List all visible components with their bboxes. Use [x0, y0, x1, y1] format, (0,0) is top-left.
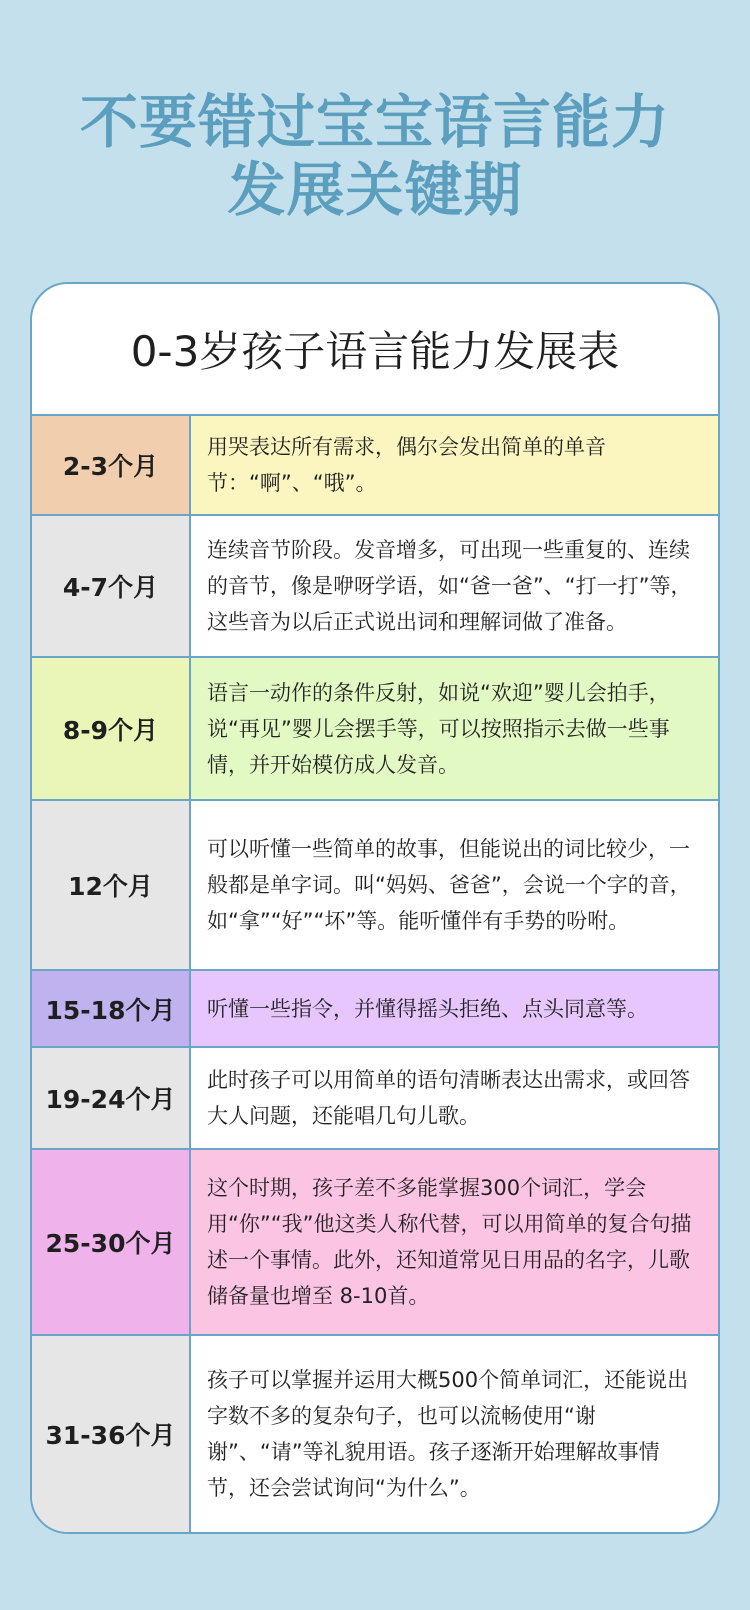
table-title: 0-3岁孩子语言能力发展表 [130, 327, 620, 376]
description-cell [191, 516, 718, 656]
age-cell: 25-30个月 [32, 1150, 191, 1334]
age-cell: 4-7个月 [32, 516, 191, 656]
description-cell [191, 416, 718, 514]
age-cell: 2-3个月 [32, 416, 191, 514]
description-text: 连续音节阶段。发音增多，可出现一些重复的、连续的音节，像是咿呀学语，如“爸一爸”、“打一打”等，这些音为以后正式说出词和理解词做了准备。 [207, 538, 692, 634]
description-text: 此时孩子可以用简单的语句清晰表达出需求，或回答大人问题，还能唱几句儿歌。 [207, 1068, 690, 1128]
description-cell [191, 1048, 718, 1148]
page-headline [0, 88, 750, 224]
age-cell: 31-36个月 [32, 1336, 191, 1532]
headline-line-2: 发展关键期 [227, 156, 523, 224]
description-cell [191, 1150, 718, 1334]
description-text: 这个时期，孩子差不多能掌握300个词汇，学会用“你”“我”他这类人称代替，可以用简单的复合句描述一个事情。此外，还知道常见日用品的名字，儿歌储备量也增至 8-10首。 [207, 1176, 692, 1308]
development-table-card [30, 282, 720, 1534]
age-cell: 12个月 [32, 801, 191, 969]
age-cell: 19-24个月 [32, 1048, 191, 1148]
table-row [32, 969, 718, 1046]
description-cell [191, 801, 718, 969]
description-text: 用哭表达所有需求，偶尔会发出简单的单音节：“啊”、“哦”。 [207, 435, 606, 495]
headline-line-1: 不要错过宝宝语言能力 [79, 88, 670, 156]
table-row [32, 414, 718, 514]
description-text: 语言一动作的条件反射，如说“欢迎”婴儿会拍手，说“再见”婴儿会摆手等，可以按照指示去做一些事情，并开始模仿成人发音。 [207, 680, 670, 777]
table-row [32, 1334, 718, 1532]
table-row [32, 1148, 718, 1334]
description-cell [191, 658, 718, 799]
description-cell [191, 1336, 718, 1532]
age-cell: 15-18个月 [32, 971, 191, 1046]
description-text: 可以听懂一些简单的故事，但能说出的词比较少，一般都是单字词。叫“妈妈、爸爸”，会说一个字的音，如“拿”“好”“坏”等。能听懂伴有手势的吩咐。 [207, 837, 691, 933]
table-row [32, 1046, 718, 1148]
table-row [32, 656, 718, 799]
age-cell: 8-9个月 [32, 658, 191, 799]
description-cell [191, 971, 718, 1046]
description-text: 孩子可以掌握并运用大概500个简单词汇，还能说出字数不多的复杂句子，也可以流畅使用“谢谢”、“请”等礼貌用语。孩子逐渐开始理解故事情节，还会尝试询问“为什么”。 [207, 1368, 689, 1500]
description-text: 听懂一些指令，并懂得摇头拒绝、点头同意等。 [207, 996, 648, 1021]
table-row [32, 799, 718, 969]
table-row [32, 514, 718, 656]
